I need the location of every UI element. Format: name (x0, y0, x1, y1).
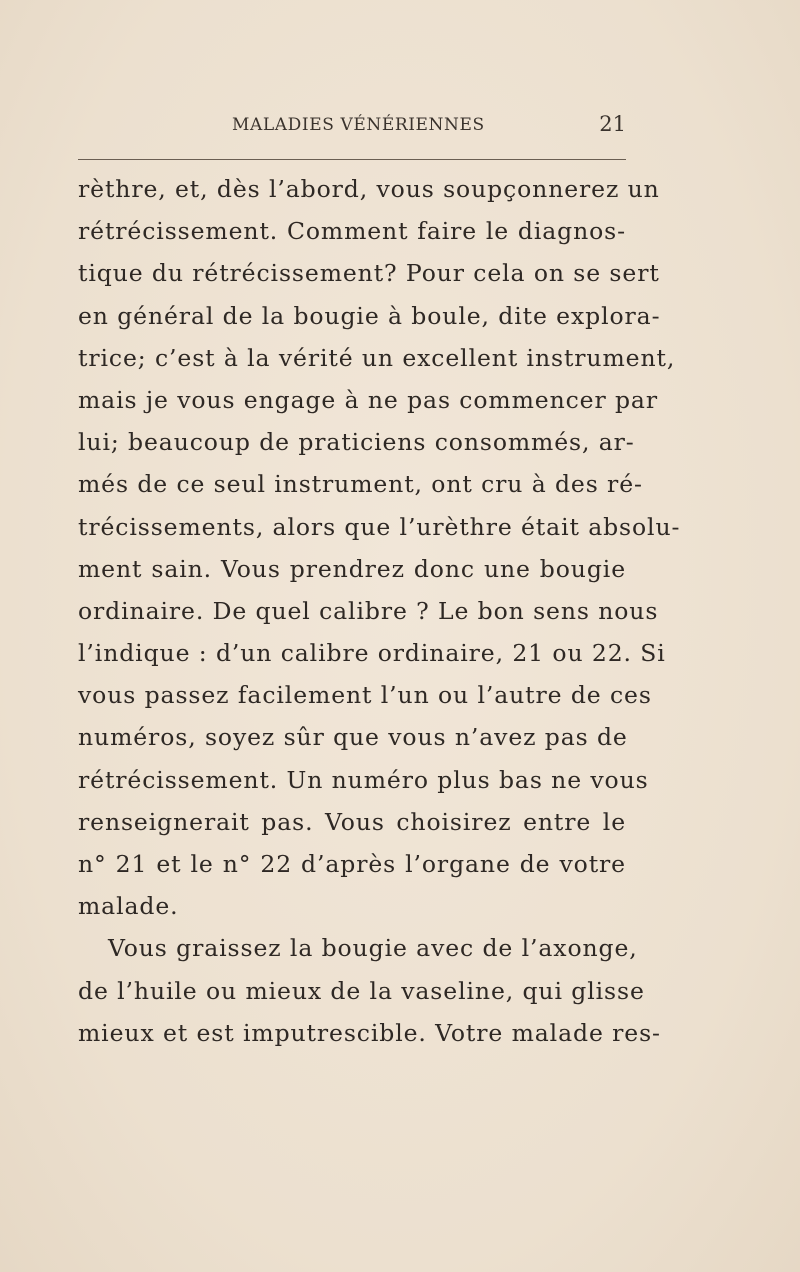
running-title: MALADIES VÉNÉRIENNES (232, 115, 485, 135)
text-line: trice; c’est à la vérité un excellent instrument, (78, 343, 676, 372)
text-line: lui; beaucoup de praticiens consommés, ar- (78, 428, 635, 457)
text-line: ordinaire. De quel calibre ? Le bon sens nous (78, 596, 659, 625)
text-line: vous passez facilement l’un ou l’autre de ces (78, 681, 652, 710)
text-line: rétrécissement. Un numéro plus bas ne vous (78, 765, 649, 794)
text-line: tique du rétrécissement? Pour cela on se sert (78, 259, 660, 288)
text-line: ment sain. Vous prendrez donc une bougie (78, 554, 626, 583)
text-line: l’indique : d’un calibre ordinaire, 21 ou 22. Si (78, 639, 666, 668)
text-line: en général de la bougie à boule, dite explora- (78, 301, 661, 330)
text-line: renseignerait pas. Vous choisirez entre le (78, 807, 626, 836)
text-line: n° 21 et le n° 22 d’après l’organe de votre (78, 850, 626, 878)
header-rule (78, 159, 626, 160)
text-line: Vous graissez la bougie avec de l’axonge, (108, 934, 638, 963)
text-line: numéros, soyez sûr que vous n’avez pas de (78, 723, 628, 752)
text-line: malade. (78, 892, 179, 921)
text-line: rétrécissement. Comment faire le diagnos- (78, 217, 626, 246)
page-number: 21 (599, 112, 626, 136)
running-header (78, 112, 626, 142)
text-line: rèthre, et, dès l’abord, vous soupçonnerez un (78, 175, 660, 203)
body-text (78, 168, 681, 1054)
text-line: més de ce seul instrument, ont cru à des ré- (78, 470, 643, 499)
text-line: mieux et est imputrescible. Votre malade res- (78, 1018, 661, 1047)
text-line: mais je vous engage à ne pas commencer par (78, 385, 658, 414)
text-line: de l’huile ou mieux de la vaseline, qui glisse (78, 976, 645, 1005)
text-line: trécissements, alors que l’urèthre était absolu- (78, 512, 681, 541)
